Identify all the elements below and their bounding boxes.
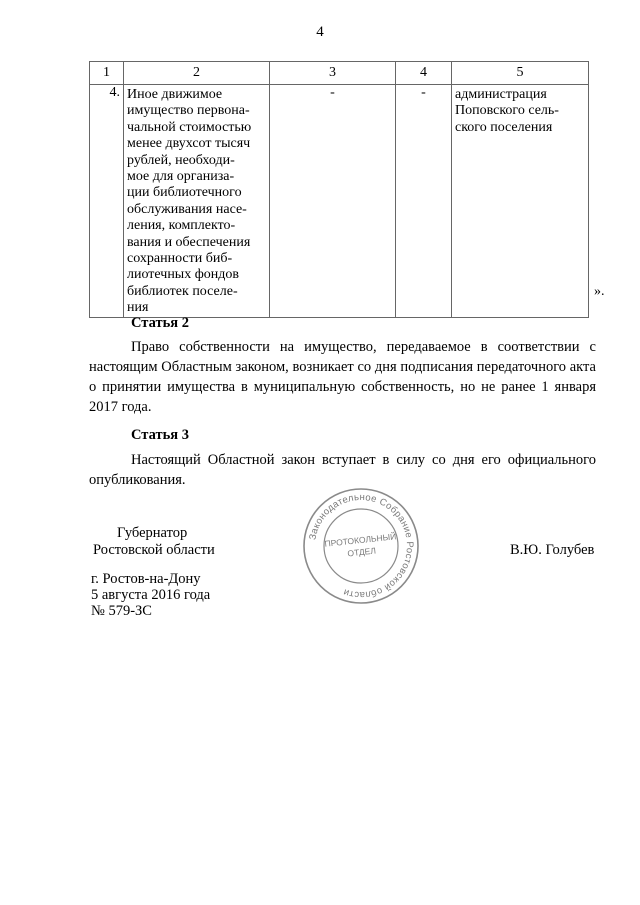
header-col-2: 2 <box>124 62 270 85</box>
col-3-value: - <box>270 85 396 318</box>
closing-quote: ». <box>594 284 605 299</box>
article-2-text: Право собственности на имущество, передаваемое в соответствии с настоящим Областным законом, возникает со дня подписания передаточного акта о принятии имущества в муниципальную собственность, но не ранее 1 января 2017 года. <box>89 339 596 415</box>
col-4-value: - <box>396 85 452 318</box>
header-col-5: 5 <box>452 62 589 85</box>
svg-text:ОТДЕЛ: ОТДЕЛ <box>346 545 377 559</box>
svg-text:Законодательное Собрание Росто: Законодательное Собрание Ростовской области <box>307 491 416 601</box>
svg-text:ПРОТОКОЛЬНЫЙ: ПРОТОКОЛЬНЫЙ <box>324 531 397 549</box>
sign-date: 5 августа 2016 года <box>91 587 211 603</box>
table-header-row <box>90 62 589 85</box>
official-seal-stamp <box>301 486 421 606</box>
sign-place: г. Ростов-на-Дону <box>91 571 201 587</box>
header-col-3: 3 <box>270 62 396 85</box>
article-3-text: Настоящий Областной закон вступает в силу со дня его официального опубликования. <box>89 452 596 488</box>
law-number: № 579-ЗС <box>91 603 152 619</box>
row-number: 4. <box>90 85 124 318</box>
governor-title-line2: Ростовской области <box>93 542 215 558</box>
recipient: администрация Поповского сель- ского поселения <box>452 85 589 318</box>
property-description: Иное движимое имущество первона- чальной стоимостью менее двухсот тысяч рублей, необходи- мое для организа- ции библиотечного обслуживания насе- ления, комплекто- вания и обеспечения сохранности биб- лиотечных фондов библиотек поселе- ния <box>124 85 270 318</box>
header-col-1: 1 <box>90 62 124 85</box>
table-row <box>90 85 589 318</box>
property-table <box>89 61 589 318</box>
governor-title-line1: Губернатор <box>117 525 188 541</box>
article-3-heading: Статья 3 <box>131 427 189 443</box>
page-number: 4 <box>316 24 324 40</box>
governor-name: В.Ю. Голубев <box>510 542 595 558</box>
article-2-heading: Статья 2 <box>131 315 189 331</box>
header-col-4: 4 <box>396 62 452 85</box>
